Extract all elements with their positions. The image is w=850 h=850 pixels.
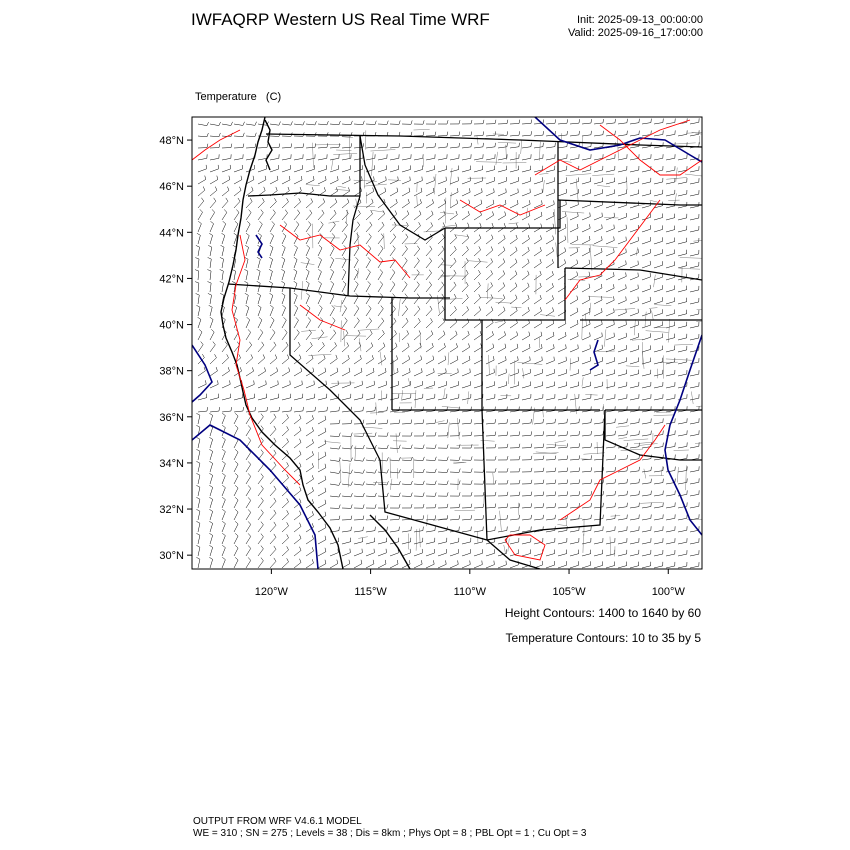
lat-tick-label: 30°N: [159, 550, 184, 563]
lat-tick-label: 42°N: [159, 273, 184, 286]
lon-tick-label: 115°W: [354, 586, 387, 598]
init-time: Init: 2025-09-13_00:00:00: [577, 14, 703, 26]
height-legend: Height Contours: 1400 to 1640 by 60: [504, 606, 701, 620]
lon-tick-label: 100°W: [651, 586, 685, 598]
field-temperature: Temperature (C): [195, 91, 282, 103]
temperature-legend: Temperature Contours: 10 to 35 by 5: [505, 631, 701, 645]
map-title: IWFAQRP Western US Real Time WRF: [191, 10, 490, 29]
lat-tick-label: 48°N: [159, 135, 184, 148]
lat-tick-label: 36°N: [159, 411, 184, 424]
longitude-axis: [255, 569, 686, 598]
lat-tick-label: 32°N: [159, 504, 184, 517]
lon-tick-label: 105°W: [552, 586, 586, 598]
latitude-axis: [159, 135, 192, 562]
lon-tick-label: 110°W: [453, 586, 486, 598]
lat-tick-label: 40°N: [159, 319, 184, 332]
lat-tick-label: 44°N: [159, 227, 184, 240]
map-background: [192, 117, 702, 569]
model-version: OUTPUT FROM WRF V4.6.1 MODEL: [193, 816, 362, 827]
model-config: WE = 310 ; SN = 275 ; Levels = 38 ; Dis = 8km ; Phys Opt = 8 ; PBL Opt = 1 ; Cu Opt = 3: [193, 828, 587, 839]
lat-tick-label: 38°N: [159, 365, 184, 378]
lat-tick-label: 34°N: [159, 457, 184, 470]
lat-tick-label: 46°N: [159, 181, 184, 194]
valid-time: Valid: 2025-09-16_17:00:00: [568, 27, 703, 39]
lon-tick-label: 120°W: [254, 586, 288, 598]
model-info: [193, 816, 586, 840]
